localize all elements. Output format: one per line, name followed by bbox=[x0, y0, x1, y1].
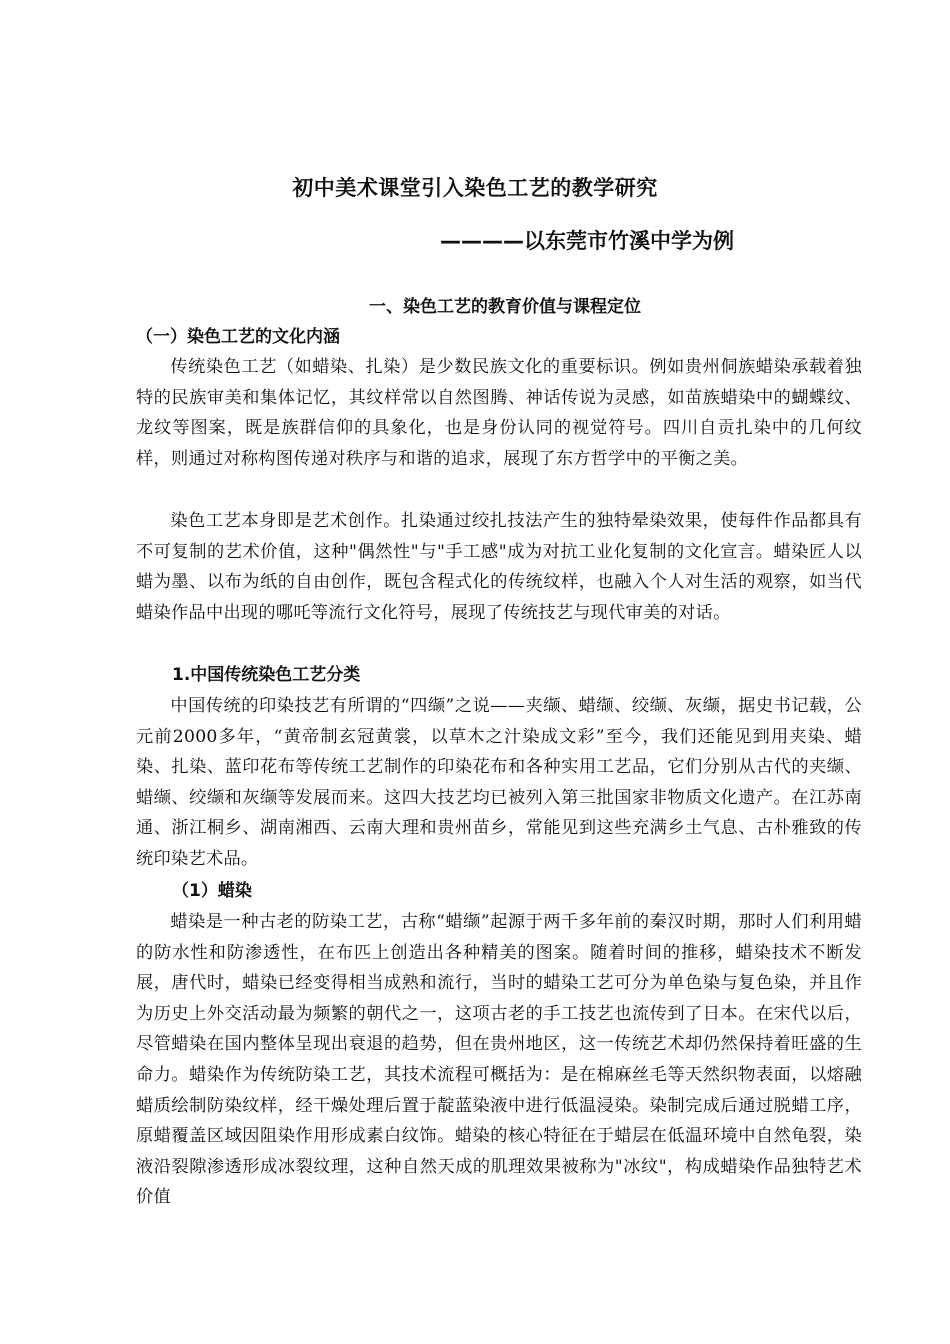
subsection-heading: （1）蜡染 bbox=[172, 881, 252, 901]
document-subtitle: ————以东莞市竹溪中学为例 bbox=[440, 229, 734, 253]
document-title: 初中美术课堂引入染色工艺的教学研究 bbox=[292, 176, 658, 200]
paragraph: 中国传统的印染技艺有所谓的“四缬”之说——夹缬、蜡缬、绞缬、灰缬，据史书记载，公元前2000多年，“黄帝制玄冠黄裳，以草木之汁染成文彩”至今，我们还能见到用夹染、蜡染、扎染、蓝印花布等传统工艺制作的印染花布和各种实用工艺品，它们分别从古代的夹缬、蜡缬、绞缬和灰缬等发展而来。这四大技艺均已被列入第三批国家非物质文化遗产。在江苏南通、浙江桐乡、湖南湘西、云南大理和贵州苗乡，常能见到这些充满乡土气息、古朴雅致的传统印染艺术品。 bbox=[136, 696, 862, 869]
paragraph: 传统染色工艺（如蜡染、扎染）是少数民族文化的重要标识。例如贵州侗族蜡染承载着独特的民族审美和集体记忆，其纹样常以自然图腾、神话传说为灵感，如苗族蜡染中的蝴蝶纹、龙纹等图案，既是族群信仰的具象化，也是身份认同的视觉符号。四川自贡扎染中的几何纹样，则通过对称构图传递对秩序与和谐的追求，展现了东方哲学中的平衡之美。 bbox=[136, 357, 862, 469]
subsection-heading: 1.中国传统染色工艺分类 bbox=[172, 665, 361, 685]
paragraph: 染色工艺本身即是艺术创作。扎染通过绞扎技法产生的独特晕染效果，使每件作品都具有不可复制的艺术价值，这种"偶然性"与"手工感"成为对抗工业化复制的文化宣言。蜡染匠人以蜡为墨、以布为纸的自由创作，既包含程式化的传统纹样，也融入个人对生活的观察，如当代蜡染作品中出现的哪吒等流行文化符号，展现了传统技艺与现代审美的对话。 bbox=[136, 511, 862, 623]
subsection-heading: （一）染色工艺的文化内涵 bbox=[136, 327, 340, 347]
paragraph: 蜡染是一种古老的防染工艺，古称“蜡缬”起源于两千多年前的秦汉时期，那时人们利用蜡的防水性和防渗透性，在布匹上创造出各种精美的图案。随着时间的推移，蜡染技术不断发展，唐代时，蜡染已经变得相当成熟和流行，当时的蜡染工艺可分为单色染与复色染，并且作为历史上外交活动最为频繁的朝代之一，这项古老的手工技艺也流传到了日本。在宋代以后，尽管蜡染在国内整体呈现出衰退的趋势，但在贵州地区，这一传统艺术却仍然保持着旺盛的生命力。蜡染作为传统防染工艺，其技术流程可概括为：是在棉麻丝毛等天然织物表面，以熔融蜡质绘制防染纹样，经干燥处理后置于靛蓝染液中进行低温浸染。染制完成后通过脱蜡工序，原蜡覆盖区域因阻染作用形成素白纹饰。蜡染的核心特征在于蜡层在低温环境中自然龟裂，染液沿裂隙渗透形成冰裂纹理，这种自然天成的肌理效果被称为"冰纹"，构成蜡染作品独特艺术价值 bbox=[136, 912, 862, 1208]
section-heading: 一、染色工艺的教育价值与课程定位 bbox=[369, 297, 641, 317]
